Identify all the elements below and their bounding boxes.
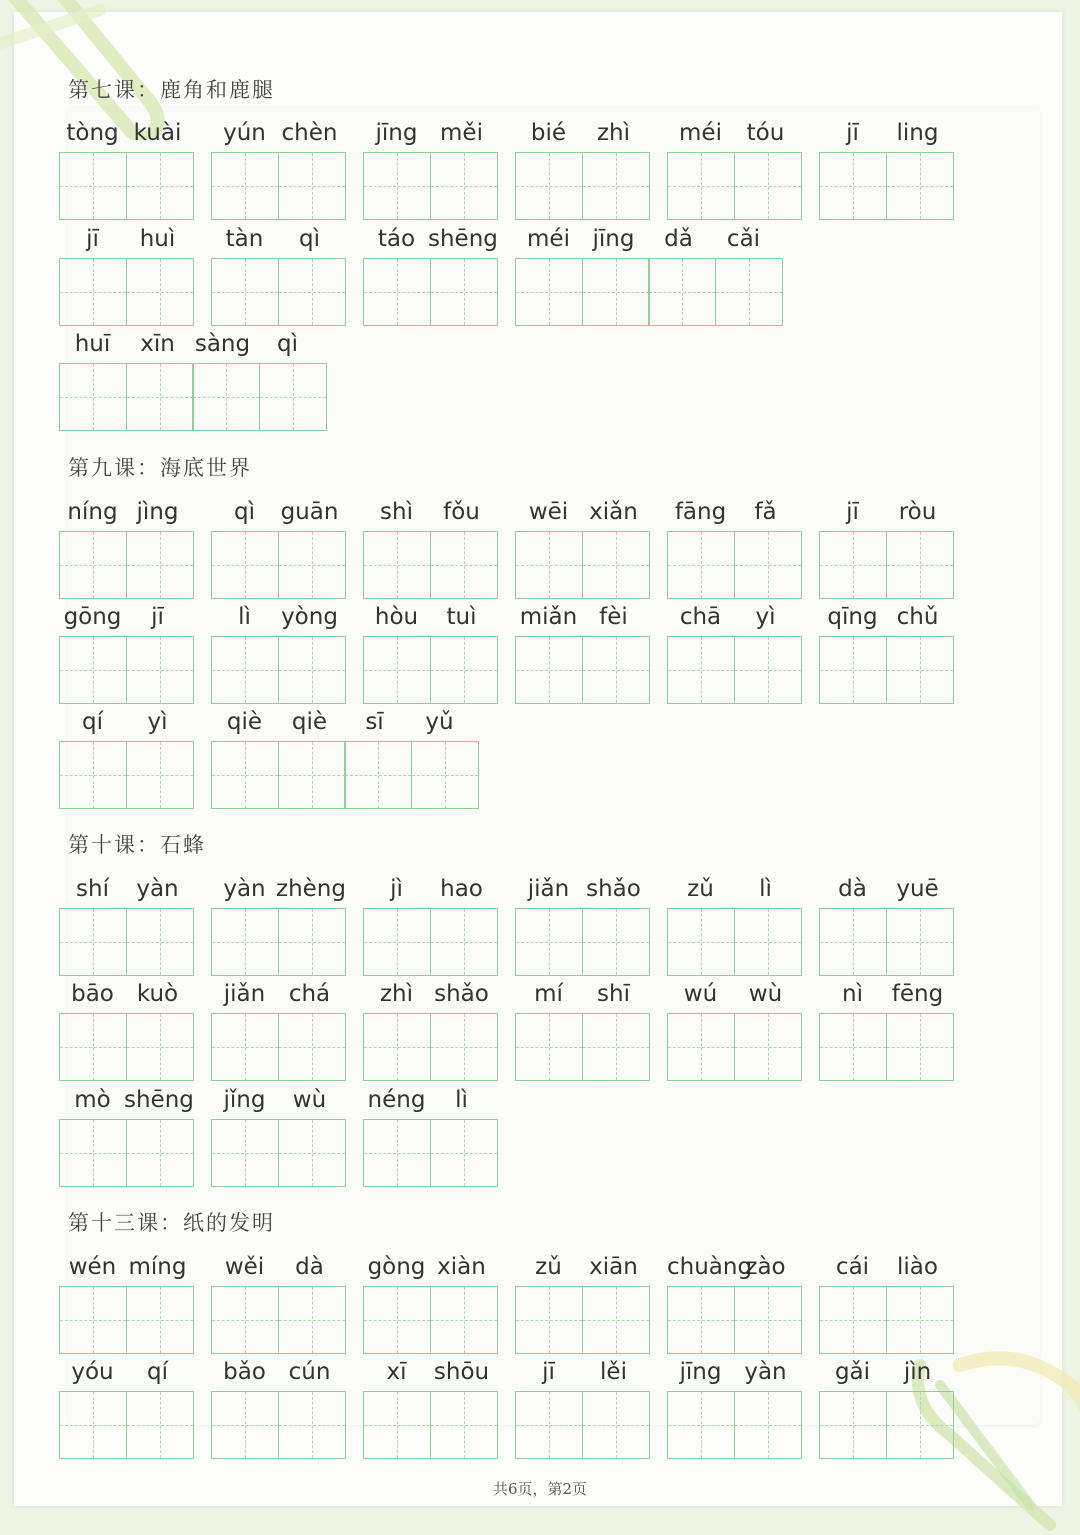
pinyin-syllable: méi bbox=[679, 120, 722, 146]
section-title: 第十课：石蜂 bbox=[68, 833, 206, 857]
writing-grid bbox=[667, 152, 802, 220]
character-writing-box[interactable] bbox=[515, 636, 583, 704]
writing-grid bbox=[515, 636, 650, 704]
pinyin-syllable: wù bbox=[748, 981, 783, 1007]
pinyin-syllable: mò bbox=[74, 1087, 111, 1113]
pinyin-syllable: lì bbox=[455, 1087, 468, 1113]
pinyin-syllable: jī bbox=[151, 604, 164, 630]
character-writing-box[interactable] bbox=[430, 1391, 498, 1459]
pinyin-syllable: yǔ bbox=[425, 709, 454, 735]
character-writing-box[interactable] bbox=[667, 636, 735, 704]
pinyin-syllable: yuē bbox=[896, 876, 939, 902]
pinyin-syllable: qí bbox=[147, 1359, 168, 1385]
writing-grid bbox=[515, 152, 650, 220]
pinyin-syllable: cún bbox=[288, 1359, 331, 1385]
character-writing-box[interactable] bbox=[515, 258, 583, 326]
pinyin-syllable: liào bbox=[897, 1254, 938, 1280]
pinyin-syllable: tuì bbox=[446, 604, 477, 630]
character-writing-box[interactable] bbox=[211, 1013, 279, 1081]
writing-grid bbox=[211, 741, 479, 809]
pinyin-syllable: shī bbox=[597, 981, 630, 1007]
pinyin-syllable: xīn bbox=[140, 331, 175, 357]
writing-grid bbox=[363, 531, 498, 599]
pinyin-syllable: bǎo bbox=[223, 1359, 266, 1385]
writing-grid bbox=[363, 1391, 498, 1459]
character-writing-box[interactable] bbox=[211, 636, 279, 704]
pinyin-syllable: kuò bbox=[136, 981, 179, 1007]
pinyin-syllable: hòu bbox=[374, 604, 419, 630]
character-writing-box[interactable] bbox=[648, 258, 716, 326]
character-writing-box[interactable] bbox=[126, 636, 194, 704]
pinyin-syllable: sàng bbox=[194, 331, 251, 357]
pinyin-syllable: qiè bbox=[291, 709, 328, 735]
pinyin-syllable: yì bbox=[147, 709, 168, 735]
pinyin-syllable: shōu bbox=[433, 1359, 490, 1385]
writing-grid bbox=[363, 1119, 498, 1187]
writing-grid bbox=[515, 1286, 650, 1354]
writing-grid bbox=[819, 636, 954, 704]
character-writing-box[interactable] bbox=[59, 636, 127, 704]
character-writing-box[interactable] bbox=[734, 1391, 802, 1459]
pinyin-syllable: qì bbox=[299, 226, 320, 252]
character-writing-box[interactable] bbox=[430, 1286, 498, 1354]
pinyin-syllable: wēi bbox=[528, 499, 569, 525]
pinyin-syllable: wù bbox=[292, 1087, 327, 1113]
pinyin-syllable: jìng bbox=[136, 499, 179, 525]
pinyin-syllable: táo bbox=[377, 226, 416, 252]
pinyin-syllable: fǒu bbox=[443, 499, 480, 525]
character-writing-box[interactable] bbox=[363, 636, 431, 704]
character-writing-box[interactable] bbox=[582, 1286, 650, 1354]
character-writing-box[interactable] bbox=[192, 363, 260, 431]
pinyin-syllable: míng bbox=[128, 1254, 187, 1280]
character-writing-box[interactable] bbox=[211, 741, 279, 809]
pinyin-syllable: zhì bbox=[596, 120, 631, 146]
pinyin-syllable: shēng bbox=[428, 226, 498, 252]
character-writing-box[interactable] bbox=[667, 1286, 735, 1354]
character-writing-box[interactable] bbox=[126, 1391, 194, 1459]
character-writing-box[interactable] bbox=[734, 531, 802, 599]
character-writing-box[interactable] bbox=[667, 1013, 735, 1081]
pinyin-syllable: zhèng bbox=[276, 876, 346, 902]
section-title: 第九课：海底世界 bbox=[68, 456, 252, 480]
character-writing-box[interactable] bbox=[886, 531, 954, 599]
character-writing-box[interactable] bbox=[211, 152, 279, 220]
pinyin-syllable: měi bbox=[440, 120, 483, 146]
character-writing-box[interactable] bbox=[582, 1391, 650, 1459]
character-writing-box[interactable] bbox=[59, 1119, 127, 1187]
character-writing-box[interactable] bbox=[667, 152, 735, 220]
pinyin-syllable: zào bbox=[745, 1254, 786, 1280]
character-writing-box[interactable] bbox=[734, 1013, 802, 1081]
pinyin-syllable: chuàng bbox=[667, 1254, 753, 1280]
pinyin-syllable: shēng bbox=[124, 1087, 194, 1113]
pinyin-syllable: níng bbox=[67, 499, 118, 525]
character-writing-box[interactable] bbox=[363, 152, 431, 220]
pinyin-syllable: jīng bbox=[592, 226, 635, 252]
character-writing-box[interactable] bbox=[667, 531, 735, 599]
pinyin-syllable: bié bbox=[530, 120, 567, 146]
pinyin-syllable: yóu bbox=[71, 1359, 114, 1385]
character-writing-box[interactable] bbox=[126, 1119, 194, 1187]
character-writing-box[interactable] bbox=[59, 741, 127, 809]
pinyin-syllable: jiǎn bbox=[223, 981, 266, 1007]
character-writing-box[interactable] bbox=[211, 1119, 279, 1187]
character-writing-box[interactable] bbox=[59, 531, 127, 599]
pinyin-syllable: shí bbox=[76, 876, 109, 902]
character-writing-box[interactable] bbox=[886, 1013, 954, 1081]
character-writing-box[interactable] bbox=[886, 636, 954, 704]
character-writing-box[interactable] bbox=[886, 1286, 954, 1354]
character-writing-box[interactable] bbox=[363, 1391, 431, 1459]
pinyin-syllable: yún bbox=[223, 120, 266, 146]
pinyin-syllable: xiǎn bbox=[589, 499, 638, 525]
pinyin-syllable: qì bbox=[234, 499, 255, 525]
writing-grid bbox=[59, 258, 194, 326]
pinyin-syllable: yàn bbox=[744, 1359, 787, 1385]
character-writing-box[interactable] bbox=[259, 363, 327, 431]
writing-grid bbox=[59, 1286, 194, 1354]
character-writing-box[interactable] bbox=[278, 1286, 346, 1354]
pinyin-syllable: xiàn bbox=[437, 1254, 486, 1280]
writing-grid bbox=[667, 531, 802, 599]
character-writing-box[interactable] bbox=[363, 531, 431, 599]
pinyin-syllable: shì bbox=[380, 499, 413, 525]
pinyin-syllable: gōng bbox=[63, 604, 122, 630]
pinyin-syllable: tòng bbox=[66, 120, 119, 146]
pinyin-syllable: jiǎn bbox=[527, 876, 570, 902]
pinyin-syllable: jǐng bbox=[223, 1087, 266, 1113]
character-writing-box[interactable] bbox=[126, 363, 194, 431]
writing-grid bbox=[363, 258, 498, 326]
pinyin-syllable: méi bbox=[527, 226, 570, 252]
character-writing-box[interactable] bbox=[278, 1119, 346, 1187]
pinyin-syllable: jīng bbox=[375, 120, 418, 146]
character-writing-box[interactable] bbox=[667, 1391, 735, 1459]
character-writing-box[interactable] bbox=[430, 258, 498, 326]
page-footer: 共6页，第2页 bbox=[492, 1480, 588, 1498]
pinyin-syllable: wén bbox=[68, 1254, 117, 1280]
character-writing-box[interactable] bbox=[126, 741, 194, 809]
character-writing-box[interactable] bbox=[886, 1391, 954, 1459]
character-writing-box[interactable] bbox=[278, 908, 346, 976]
character-writing-box[interactable] bbox=[126, 908, 194, 976]
writing-grid bbox=[59, 531, 194, 599]
character-writing-box[interactable] bbox=[278, 258, 346, 326]
pinyin-syllable: cái bbox=[835, 1254, 870, 1280]
character-writing-box[interactable] bbox=[515, 1013, 583, 1081]
pinyin-syllable: jìn bbox=[903, 1359, 932, 1385]
pinyin-syllable: jī bbox=[846, 120, 859, 146]
character-writing-box[interactable] bbox=[582, 258, 650, 326]
character-writing-box[interactable] bbox=[819, 908, 887, 976]
character-writing-box[interactable] bbox=[819, 1286, 887, 1354]
writing-grid bbox=[211, 531, 346, 599]
pinyin-syllable: jīng bbox=[679, 1359, 722, 1385]
character-writing-box[interactable] bbox=[819, 152, 887, 220]
pinyin-syllable: zhì bbox=[379, 981, 414, 1007]
pinyin-syllable: jī bbox=[542, 1359, 555, 1385]
character-writing-box[interactable] bbox=[515, 152, 583, 220]
writing-grid bbox=[211, 636, 346, 704]
character-writing-box[interactable] bbox=[886, 908, 954, 976]
pinyin-syllable: gòng bbox=[367, 1254, 426, 1280]
character-writing-box[interactable] bbox=[819, 1013, 887, 1081]
pinyin-syllable: lì bbox=[759, 876, 772, 902]
character-writing-box[interactable] bbox=[734, 636, 802, 704]
character-writing-box[interactable] bbox=[430, 636, 498, 704]
pinyin-syllable: wú bbox=[683, 981, 718, 1007]
character-writing-box[interactable] bbox=[59, 258, 127, 326]
writing-grid bbox=[59, 363, 327, 431]
pinyin-syllable: néng bbox=[367, 1087, 426, 1113]
writing-grid bbox=[211, 1119, 346, 1187]
writing-grid bbox=[515, 1013, 650, 1081]
pinyin-syllable: miǎn bbox=[519, 604, 578, 630]
character-writing-box[interactable] bbox=[211, 258, 279, 326]
character-writing-box[interactable] bbox=[211, 531, 279, 599]
character-writing-box[interactable] bbox=[126, 1286, 194, 1354]
character-writing-box[interactable] bbox=[734, 908, 802, 976]
pinyin-syllable: shǎo bbox=[586, 876, 641, 902]
pinyin-syllable: sī bbox=[365, 709, 384, 735]
writing-grid bbox=[819, 1286, 954, 1354]
character-writing-box[interactable] bbox=[363, 1119, 431, 1187]
pinyin-syllable: yòng bbox=[281, 604, 338, 630]
character-writing-box[interactable] bbox=[819, 636, 887, 704]
writing-grid bbox=[211, 908, 346, 976]
writing-grid bbox=[819, 152, 954, 220]
character-writing-box[interactable] bbox=[126, 258, 194, 326]
writing-grid bbox=[515, 258, 783, 326]
writing-grid bbox=[59, 636, 194, 704]
pinyin-syllable: mí bbox=[534, 981, 563, 1007]
character-writing-box[interactable] bbox=[126, 152, 194, 220]
character-writing-box[interactable] bbox=[363, 1013, 431, 1081]
character-writing-box[interactable] bbox=[59, 1013, 127, 1081]
pinyin-syllable: kuài bbox=[133, 120, 182, 146]
pinyin-syllable: hao bbox=[440, 876, 483, 902]
pinyin-syllable: xiān bbox=[589, 1254, 638, 1280]
pinyin-syllable: chā bbox=[679, 604, 722, 630]
character-writing-box[interactable] bbox=[363, 1286, 431, 1354]
character-writing-box[interactable] bbox=[59, 152, 127, 220]
character-writing-box[interactable] bbox=[278, 152, 346, 220]
writing-grid bbox=[515, 908, 650, 976]
character-writing-box[interactable] bbox=[515, 908, 583, 976]
writing-grid bbox=[515, 1391, 650, 1459]
pinyin-syllable: ròu bbox=[898, 499, 937, 525]
writing-grid bbox=[211, 1286, 346, 1354]
character-writing-box[interactable] bbox=[715, 258, 783, 326]
writing-grid bbox=[667, 908, 802, 976]
pinyin-syllable: wěi bbox=[224, 1254, 265, 1280]
character-writing-box[interactable] bbox=[59, 908, 127, 976]
writing-grid bbox=[819, 1013, 954, 1081]
writing-grid bbox=[59, 741, 194, 809]
pinyin-syllable: nì bbox=[842, 981, 863, 1007]
character-writing-box[interactable] bbox=[582, 531, 650, 599]
pinyin-syllable: qì bbox=[277, 331, 298, 357]
character-writing-box[interactable] bbox=[886, 152, 954, 220]
pinyin-syllable: chǔ bbox=[896, 604, 939, 630]
writing-grid bbox=[211, 1391, 346, 1459]
pinyin-syllable: chèn bbox=[281, 120, 338, 146]
writing-grid bbox=[819, 1391, 954, 1459]
character-writing-box[interactable] bbox=[734, 1286, 802, 1354]
character-writing-box[interactable] bbox=[582, 152, 650, 220]
character-writing-box[interactable] bbox=[126, 531, 194, 599]
writing-grid bbox=[59, 1391, 194, 1459]
section-title: 第十三课：纸的发明 bbox=[68, 1211, 275, 1235]
writing-grid bbox=[819, 908, 954, 976]
character-writing-box[interactable] bbox=[126, 1013, 194, 1081]
pinyin-syllable: tóu bbox=[746, 120, 785, 146]
section-title: 第七课：鹿角和鹿腿 bbox=[68, 78, 275, 102]
character-writing-box[interactable] bbox=[430, 531, 498, 599]
pinyin-syllable: fēng bbox=[891, 981, 944, 1007]
writing-grid bbox=[819, 531, 954, 599]
character-writing-box[interactable] bbox=[430, 908, 498, 976]
character-writing-box[interactable] bbox=[515, 1286, 583, 1354]
character-writing-box[interactable] bbox=[667, 908, 735, 976]
character-writing-box[interactable] bbox=[430, 1119, 498, 1187]
pinyin-syllable: tàn bbox=[225, 226, 264, 252]
pinyin-syllable: dà bbox=[295, 1254, 324, 1280]
writing-grid bbox=[211, 1013, 346, 1081]
writing-grid bbox=[363, 636, 498, 704]
pinyin-syllable: guān bbox=[280, 499, 339, 525]
pinyin-syllable: qiè bbox=[226, 709, 263, 735]
character-writing-box[interactable] bbox=[278, 741, 346, 809]
writing-grid bbox=[59, 1119, 194, 1187]
pinyin-syllable: yàn bbox=[136, 876, 179, 902]
pinyin-syllable: jī bbox=[846, 499, 859, 525]
character-writing-box[interactable] bbox=[211, 1286, 279, 1354]
character-writing-box[interactable] bbox=[430, 1013, 498, 1081]
character-writing-box[interactable] bbox=[582, 1013, 650, 1081]
pinyin-syllable: jì bbox=[390, 876, 403, 902]
pinyin-syllable: chá bbox=[288, 981, 331, 1007]
pinyin-syllable: fèi bbox=[599, 604, 628, 630]
character-writing-box[interactable] bbox=[278, 636, 346, 704]
writing-grid bbox=[211, 258, 346, 326]
writing-grid bbox=[363, 908, 498, 976]
pinyin-syllable: jī bbox=[86, 226, 99, 252]
character-writing-box[interactable] bbox=[582, 908, 650, 976]
character-writing-box[interactable] bbox=[819, 531, 887, 599]
pinyin-syllable: dǎ bbox=[664, 226, 693, 252]
pinyin-syllable: gǎi bbox=[834, 1359, 871, 1385]
writing-grid bbox=[59, 1013, 194, 1081]
writing-grid bbox=[667, 1013, 802, 1081]
pinyin-syllable: dà bbox=[838, 876, 867, 902]
character-writing-box[interactable] bbox=[363, 908, 431, 976]
character-writing-box[interactable] bbox=[278, 1391, 346, 1459]
pinyin-syllable: huī bbox=[74, 331, 111, 357]
character-writing-box[interactable] bbox=[278, 1013, 346, 1081]
pinyin-syllable: bāo bbox=[71, 981, 114, 1007]
pinyin-syllable: shǎo bbox=[434, 981, 489, 1007]
character-writing-box[interactable] bbox=[582, 636, 650, 704]
writing-grid bbox=[363, 152, 498, 220]
pinyin-syllable: zǔ bbox=[535, 1254, 562, 1280]
pinyin-syllable: huì bbox=[139, 226, 176, 252]
pinyin-syllable: cǎi bbox=[726, 226, 761, 252]
character-writing-box[interactable] bbox=[59, 1286, 127, 1354]
character-writing-box[interactable] bbox=[59, 363, 127, 431]
character-writing-box[interactable] bbox=[344, 741, 412, 809]
character-writing-box[interactable] bbox=[363, 258, 431, 326]
character-writing-box[interactable] bbox=[430, 152, 498, 220]
character-writing-box[interactable] bbox=[278, 531, 346, 599]
pinyin-syllable: fǎ bbox=[754, 499, 777, 525]
pinyin-syllable: xī bbox=[386, 1359, 407, 1385]
writing-grid bbox=[515, 531, 650, 599]
writing-grid bbox=[211, 152, 346, 220]
pinyin-syllable: zǔ bbox=[687, 876, 714, 902]
pinyin-syllable: yì bbox=[755, 604, 776, 630]
writing-grid bbox=[667, 636, 802, 704]
pinyin-syllable: qí bbox=[82, 709, 103, 735]
character-writing-box[interactable] bbox=[515, 531, 583, 599]
pinyin-syllable: qīng bbox=[827, 604, 878, 630]
writing-grid bbox=[363, 1286, 498, 1354]
writing-grid bbox=[363, 1013, 498, 1081]
character-writing-box[interactable] bbox=[734, 152, 802, 220]
writing-grid bbox=[59, 152, 194, 220]
writing-grid bbox=[667, 1286, 802, 1354]
pinyin-syllable: ling bbox=[896, 120, 939, 146]
character-writing-box[interactable] bbox=[211, 1391, 279, 1459]
pinyin-syllable: lì bbox=[238, 604, 251, 630]
character-writing-box[interactable] bbox=[515, 1391, 583, 1459]
pinyin-syllable: fāng bbox=[674, 499, 727, 525]
character-writing-box[interactable] bbox=[59, 1391, 127, 1459]
character-writing-box[interactable] bbox=[411, 741, 479, 809]
writing-grid bbox=[59, 908, 194, 976]
pinyin-syllable: yàn bbox=[223, 876, 266, 902]
writing-grid bbox=[667, 1391, 802, 1459]
pinyin-syllable: lěi bbox=[600, 1359, 627, 1385]
character-writing-box[interactable] bbox=[211, 908, 279, 976]
character-writing-box[interactable] bbox=[819, 1391, 887, 1459]
